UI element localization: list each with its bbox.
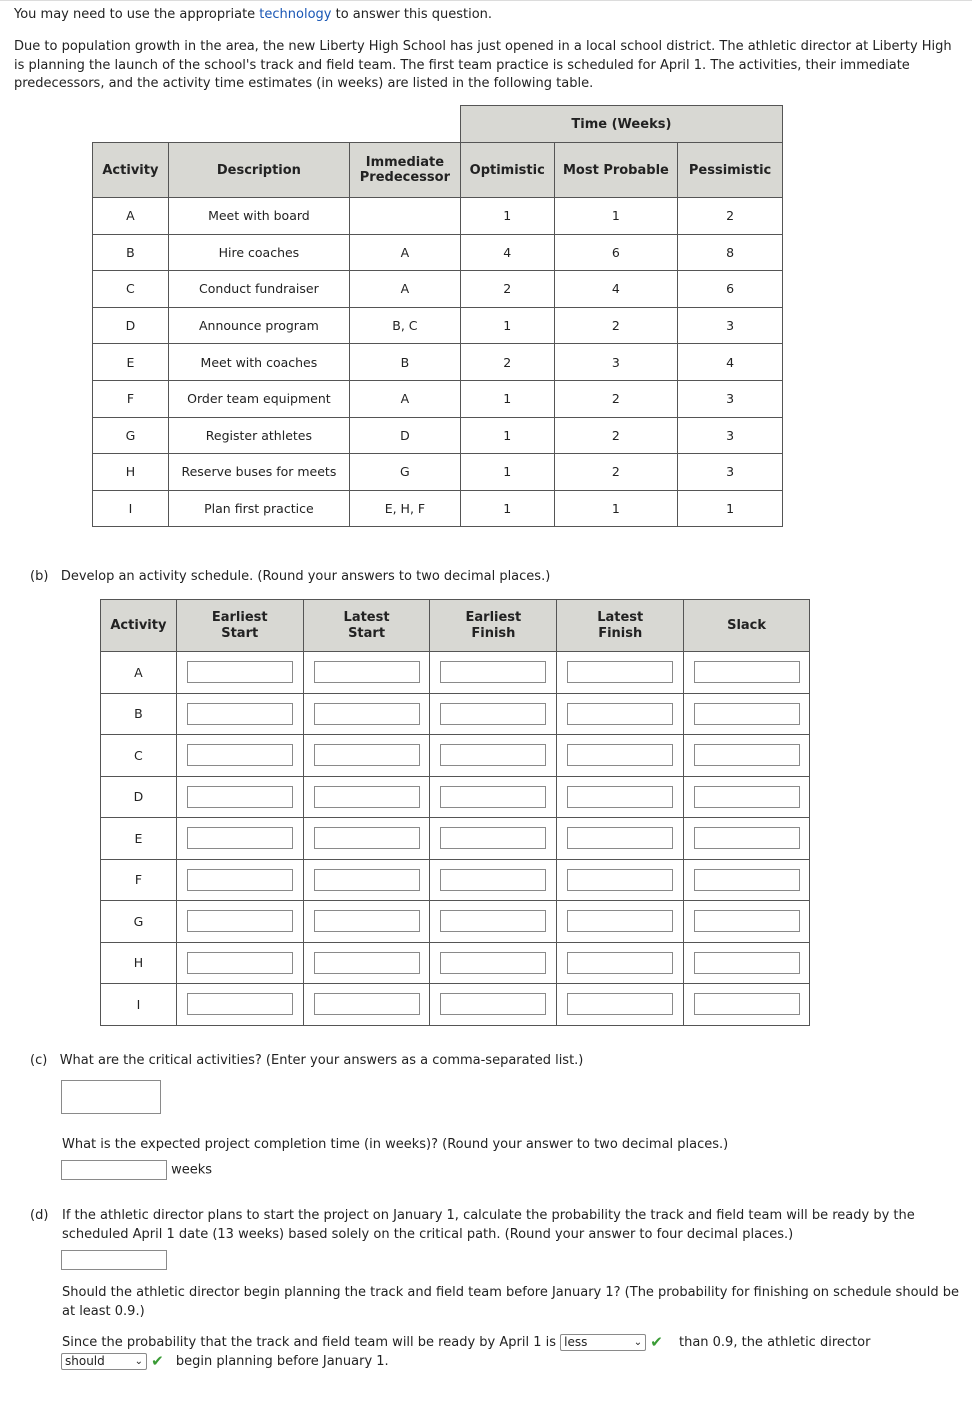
completion-row (61, 1160, 212, 1181)
header-immediate-predecessor: Immediate Predecessor (349, 143, 460, 198)
cell-description: Hire coaches (168, 234, 349, 271)
schedule-row (101, 859, 810, 901)
problem-text: Due to population growth in the area, the new Liberty High School has just opened in a local school district. The athletic director at Liberty High is planning the launch of the school's track and field team. The first team practice is scheduled for April 1. The activities, their immediate predecessors, and the activity time estimates (in weeks) are listed in the following table. (14, 39, 952, 91)
table-row (93, 271, 783, 308)
correct-check-icon: ✔ (650, 1333, 663, 1351)
slack-input[interactable] (694, 661, 800, 683)
cell-pessimistic: 6 (678, 271, 783, 308)
schedule-cell (430, 818, 557, 860)
cell-description: Register athletes (168, 417, 349, 454)
cell-optimistic: 4 (460, 234, 554, 271)
cell-pessimistic: 3 (678, 454, 783, 491)
cell-description: Plan first practice (168, 490, 349, 527)
cell-pessimistic: 8 (678, 234, 783, 271)
cell-predecessor (349, 198, 460, 235)
cell-activity: C (93, 271, 169, 308)
earliest-finish-input[interactable] (440, 786, 546, 808)
header-pessimistic: Pessimistic (678, 143, 783, 198)
schedule-row (101, 818, 810, 860)
schedule-activity-label: A (101, 652, 177, 694)
schedule-cell (176, 693, 303, 735)
table-header-blank (93, 106, 461, 143)
latest-start-input[interactable] (314, 786, 420, 808)
cell-predecessor: A (349, 271, 460, 308)
latest-finish-input[interactable] (567, 661, 673, 683)
table-row (93, 380, 783, 417)
schedule-cell (557, 942, 684, 984)
conclusion-sentence: Since the probability that the track and field team will be ready by April 1 is less ⌄ ✔ than 0.9, the athletic director should ⌄ ✔ begin planning before January 1. (62, 1333, 871, 1370)
schedule-activity-label: F (101, 859, 177, 901)
schedule-cell (430, 652, 557, 694)
slack-input[interactable] (694, 910, 800, 932)
slack-input[interactable] (694, 952, 800, 974)
schedule-cell (176, 652, 303, 694)
schedule-cell (430, 984, 557, 1026)
schedule-cell (684, 942, 810, 984)
technology-link[interactable]: technology (259, 7, 332, 22)
latest-finish-input[interactable] (567, 703, 673, 725)
earliest-start-input[interactable] (187, 827, 293, 849)
cell-most-probable: 1 (554, 490, 678, 527)
header-activity: Activity (93, 143, 169, 198)
schedule-cell (176, 901, 303, 943)
correct-check-icon: ✔ (151, 1352, 164, 1370)
schedule-cell (557, 901, 684, 943)
earliest-finish-input[interactable] (440, 703, 546, 725)
activity-table (92, 105, 783, 527)
schedule-cell (303, 818, 430, 860)
cell-description: Meet with coaches (168, 344, 349, 381)
slack-input[interactable] (694, 786, 800, 808)
schedule-cell (557, 859, 684, 901)
intro-text: You may need to use the appropriate technology to answer this question. (14, 7, 493, 22)
latest-start-input[interactable] (314, 661, 420, 683)
cell-activity: F (93, 380, 169, 417)
cell-most-probable: 4 (554, 271, 678, 308)
table-row (93, 234, 783, 271)
cell-activity: H (93, 454, 169, 491)
latest-start-input[interactable] (314, 744, 420, 766)
schedule-activity-label: B (101, 693, 177, 735)
cell-pessimistic: 4 (678, 344, 783, 381)
completion-time-input[interactable] (61, 1160, 167, 1180)
schedule-cell (303, 693, 430, 735)
part-d-prompt: (d) If the athletic director plans to start the project on January 1, calculate the probability the track and field team will be ready by the scheduled April 1 date (13 weeks) based solely on the critical path. (Round your answer to four decimal places.) (30, 1208, 915, 1242)
schedule-cell (176, 859, 303, 901)
schedule-cell (684, 818, 810, 860)
earliest-finish-input[interactable] (440, 744, 546, 766)
schedule-row (101, 693, 810, 735)
table-row (93, 490, 783, 527)
schedule-cell (430, 859, 557, 901)
schedule-cell (430, 776, 557, 818)
table-row (93, 307, 783, 344)
cell-description: Order team equipment (168, 380, 349, 417)
schedule-cell (303, 984, 430, 1026)
table-row (93, 454, 783, 491)
earliest-finish-input[interactable] (440, 910, 546, 932)
schedule-cell (303, 859, 430, 901)
schedule-activity-label: H (101, 942, 177, 984)
schedule-table (100, 599, 810, 1026)
schedule-cell (557, 818, 684, 860)
cell-description: Announce program (168, 307, 349, 344)
earliest-start-input[interactable] (187, 703, 293, 725)
schedule-cell (176, 735, 303, 777)
cell-predecessor: A (349, 380, 460, 417)
schedule-row (101, 984, 810, 1026)
cell-activity: B (93, 234, 169, 271)
cell-pessimistic: 1 (678, 490, 783, 527)
cell-most-probable: 2 (554, 454, 678, 491)
earliest-start-input[interactable] (187, 869, 293, 891)
header-slack: Slack (684, 600, 810, 652)
earliest-finish-input[interactable] (440, 661, 546, 683)
earliest-finish-input[interactable] (440, 993, 546, 1015)
latest-start-input[interactable] (314, 993, 420, 1015)
latest-finish-input[interactable] (567, 744, 673, 766)
slack-input[interactable] (694, 703, 800, 725)
schedule-row (101, 735, 810, 777)
cell-activity: I (93, 490, 169, 527)
cell-optimistic: 1 (460, 454, 554, 491)
schedule-cell (430, 735, 557, 777)
slack-input[interactable] (694, 993, 800, 1015)
top-divider (0, 0, 972, 1)
cell-optimistic: 1 (460, 380, 554, 417)
schedule-cell (176, 984, 303, 1026)
table-row (93, 198, 783, 235)
slack-input[interactable] (694, 744, 800, 766)
schedule-cell (303, 942, 430, 984)
weeks-unit: weeks (171, 1162, 213, 1178)
cell-predecessor: D (349, 417, 460, 454)
cell-optimistic: 1 (460, 417, 554, 454)
earliest-finish-input[interactable] (440, 952, 546, 974)
schedule-activity-label: G (101, 901, 177, 943)
earliest-start-input[interactable] (187, 993, 293, 1015)
earliest-start-input[interactable] (187, 786, 293, 808)
critical-activities-input[interactable] (61, 1080, 161, 1114)
latest-finish-input[interactable] (567, 910, 673, 932)
schedule-cell (684, 735, 810, 777)
cell-predecessor: E, H, F (349, 490, 460, 527)
header-earliest-finish: Earliest Finish (430, 600, 557, 652)
cell-predecessor: B (349, 344, 460, 381)
schedule-cell (176, 942, 303, 984)
cell-description: Reserve buses for meets (168, 454, 349, 491)
header-latest-finish: Latest Finish (557, 600, 684, 652)
cell-most-probable: 3 (554, 344, 678, 381)
earliest-finish-input[interactable] (440, 827, 546, 849)
cell-optimistic: 2 (460, 344, 554, 381)
part-c-prompt: (c) What are the critical activities? (Enter your answers as a comma-separated list.) (30, 1053, 584, 1068)
chevron-down-icon: ⌄ (134, 1356, 143, 1367)
cell-predecessor: B, C (349, 307, 460, 344)
slack-input[interactable] (694, 869, 800, 891)
cell-most-probable: 2 (554, 307, 678, 344)
comparison-select[interactable]: less ⌄ (560, 1334, 646, 1351)
table-row (93, 417, 783, 454)
latest-finish-input[interactable] (567, 993, 673, 1015)
earliest-start-input[interactable] (187, 661, 293, 683)
schedule-cell (303, 735, 430, 777)
cell-most-probable: 2 (554, 380, 678, 417)
cell-most-probable: 6 (554, 234, 678, 271)
header-most-probable: Most Probable (554, 143, 678, 198)
schedule-cell (557, 984, 684, 1026)
cell-predecessor: A (349, 234, 460, 271)
schedule-cell (176, 776, 303, 818)
cell-activity: A (93, 198, 169, 235)
schedule-cell (557, 652, 684, 694)
latest-start-input[interactable] (314, 827, 420, 849)
earliest-start-input[interactable] (187, 910, 293, 932)
schedule-cell (303, 652, 430, 694)
latest-finish-input[interactable] (567, 827, 673, 849)
cell-pessimistic: 3 (678, 380, 783, 417)
cell-activity: D (93, 307, 169, 344)
planning-question: Should the athletic director begin planning the track and field team before January 1? (The probability for finishing on schedule should be at least 0.9.) (62, 1285, 960, 1319)
schedule-row (101, 652, 810, 694)
cell-description: Meet with board (168, 198, 349, 235)
header-optimistic: Optimistic (460, 143, 554, 198)
header-earliest-start: Earliest Start (176, 600, 303, 652)
cell-activity: E (93, 344, 169, 381)
earliest-start-input[interactable] (187, 952, 293, 974)
schedule-cell (430, 942, 557, 984)
probability-input[interactable] (61, 1250, 167, 1270)
schedule-cell (684, 652, 810, 694)
chevron-down-icon: ⌄ (633, 1337, 643, 1348)
schedule-cell (557, 735, 684, 777)
table-row (93, 344, 783, 381)
cell-description: Conduct fundraiser (168, 271, 349, 308)
schedule-cell (430, 901, 557, 943)
earliest-start-input[interactable] (187, 744, 293, 766)
schedule-cell (684, 693, 810, 735)
slack-input[interactable] (694, 827, 800, 849)
cell-pessimistic: 2 (678, 198, 783, 235)
latest-finish-input[interactable] (567, 786, 673, 808)
schedule-activity-label: I (101, 984, 177, 1026)
latest-start-input[interactable] (314, 703, 420, 725)
completion-time-prompt: What is the expected project completion time (in weeks)? (Round your answer to two decimal places.) (62, 1137, 729, 1152)
schedule-cell (684, 984, 810, 1026)
cell-most-probable: 1 (554, 198, 678, 235)
header-activity: Activity (101, 600, 177, 652)
cell-pessimistic: 3 (678, 307, 783, 344)
schedule-row (101, 901, 810, 943)
cell-optimistic: 1 (460, 198, 554, 235)
schedule-activity-label: D (101, 776, 177, 818)
time-weeks-header: Time (Weeks) (460, 106, 782, 143)
cell-activity: G (93, 417, 169, 454)
latest-finish-input[interactable] (567, 952, 673, 974)
schedule-activity-label: E (101, 818, 177, 860)
recommendation-select[interactable]: should ⌄ (61, 1353, 147, 1370)
schedule-activity-label: C (101, 735, 177, 777)
cell-most-probable: 2 (554, 417, 678, 454)
header-description: Description (168, 143, 349, 198)
latest-start-input[interactable] (314, 910, 420, 932)
schedule-cell (557, 776, 684, 818)
cell-optimistic: 2 (460, 271, 554, 308)
latest-start-input[interactable] (314, 952, 420, 974)
schedule-cell (557, 693, 684, 735)
schedule-row (101, 942, 810, 984)
earliest-finish-input[interactable] (440, 869, 546, 891)
header-latest-start: Latest Start (303, 600, 430, 652)
schedule-cell (430, 693, 557, 735)
latest-start-input[interactable] (314, 869, 420, 891)
cell-optimistic: 1 (460, 307, 554, 344)
cell-predecessor: G (349, 454, 460, 491)
schedule-cell (303, 901, 430, 943)
schedule-cell (684, 859, 810, 901)
latest-finish-input[interactable] (567, 869, 673, 891)
part-b-prompt: (b) Develop an activity schedule. (Round your answers to two decimal places.) (30, 569, 551, 584)
schedule-cell (303, 776, 430, 818)
cell-optimistic: 1 (460, 490, 554, 527)
schedule-cell (684, 901, 810, 943)
cell-pessimistic: 3 (678, 417, 783, 454)
schedule-cell (176, 818, 303, 860)
schedule-cell (684, 776, 810, 818)
schedule-row (101, 776, 810, 818)
